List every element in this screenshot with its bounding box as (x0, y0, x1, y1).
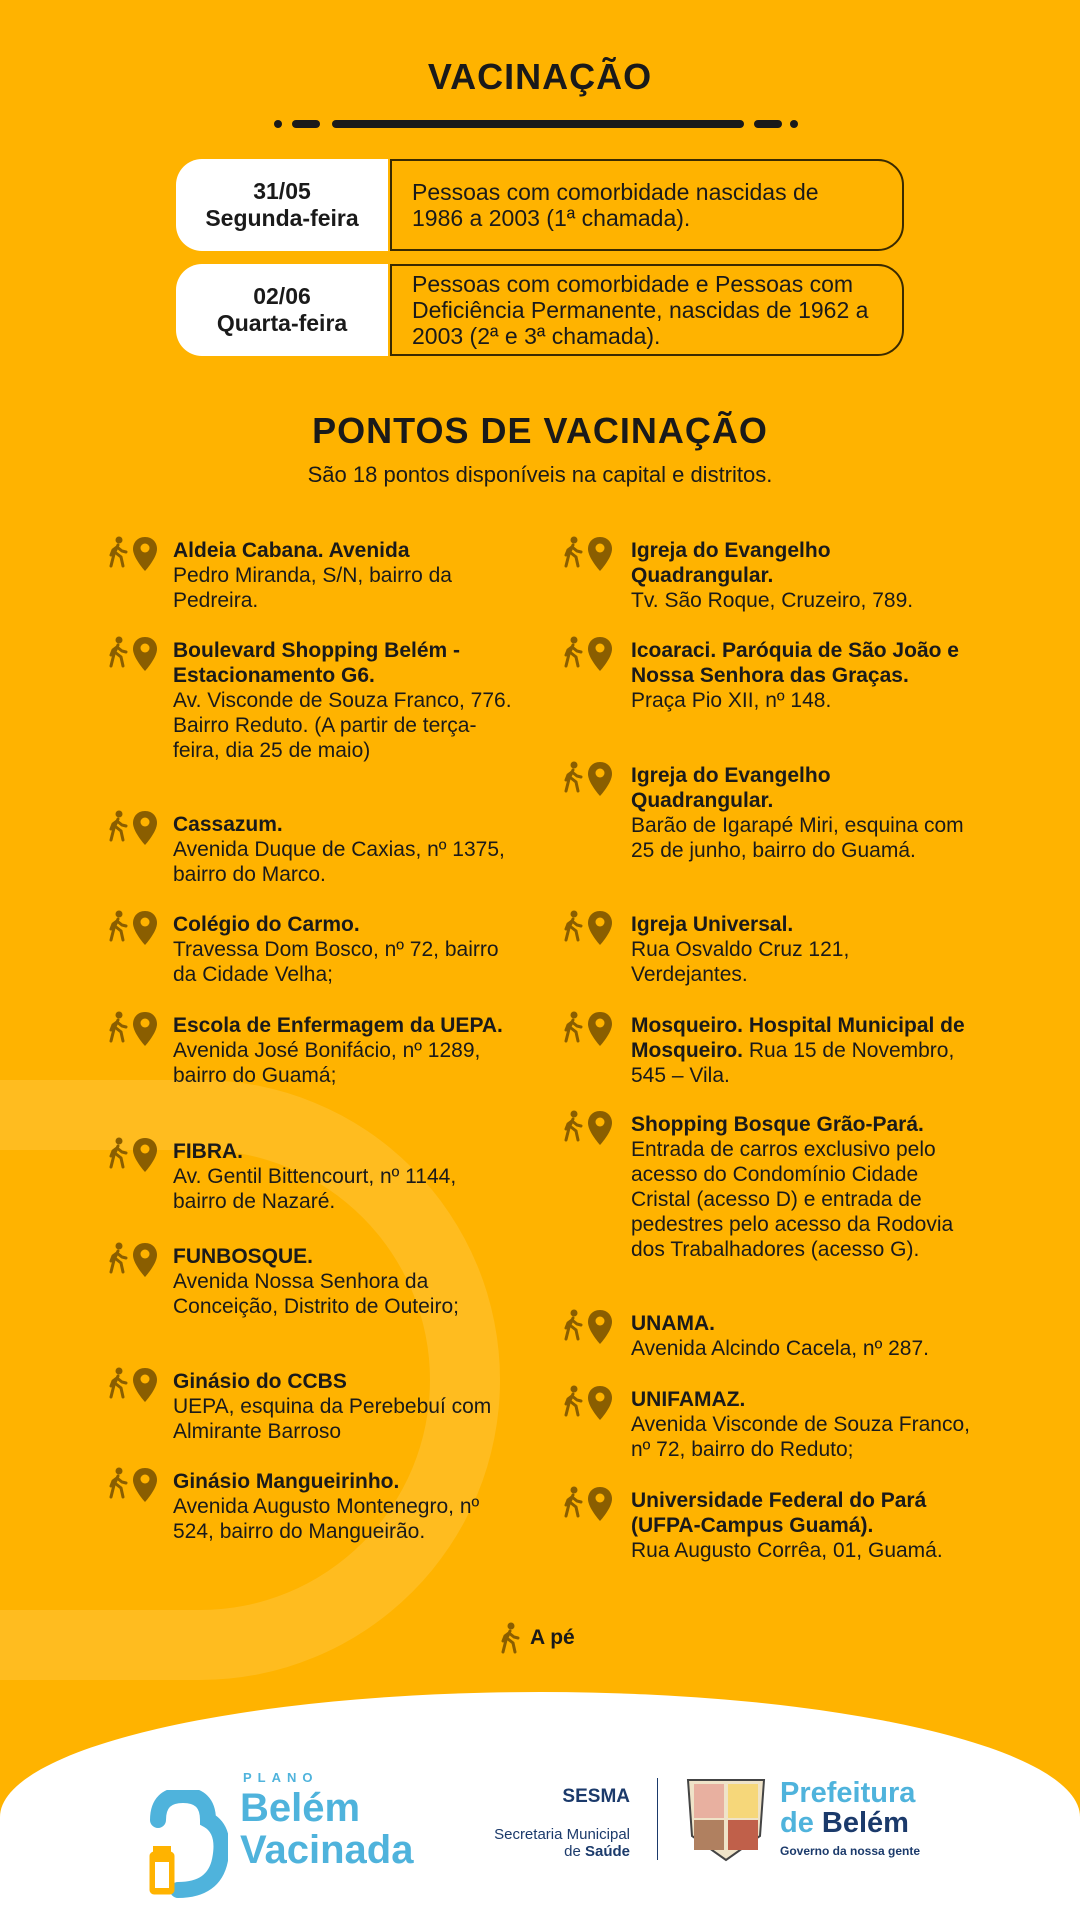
walking-icon (108, 1467, 128, 1499)
schedule-description (390, 159, 904, 251)
point-address: Rua Augusto Corrêa, 01, Guamá. (631, 1539, 943, 1562)
point-icons (563, 1486, 627, 1522)
point-icons (108, 1367, 172, 1403)
vaccination-point (173, 812, 513, 887)
point-address: Avenida Nossa Senhora da Conceição, Distrito de Outeiro; (173, 1270, 459, 1318)
plano-belem-vacinada-logo (148, 1770, 448, 1900)
point-name: Shopping Bosque Grão-Pará. (631, 1113, 924, 1136)
point-address: Avenida Alcindo Cacela, nº 287. (631, 1337, 929, 1360)
vaccination-point (631, 538, 971, 613)
point-name: FUNBOSQUE. (173, 1245, 314, 1268)
point-address: Pedro Miranda, S/N, bairro da Pedreira. (173, 564, 452, 612)
walking-icon (108, 1367, 128, 1399)
point-icons (563, 1011, 627, 1047)
point-name: Ginásio do CCBS (173, 1370, 347, 1393)
point-icons (563, 761, 627, 797)
location-pin-icon (132, 1011, 158, 1047)
sesma-logo (460, 1786, 630, 1860)
walking-icon (108, 636, 128, 668)
vaccination-point (173, 1139, 513, 1214)
point-name: Igreja do Evangelho Quadrangular. (631, 764, 831, 812)
point-icons (563, 536, 627, 572)
vaccination-point (173, 1013, 513, 1088)
point-name: Boulevard Shopping Belém - Estacionamento G6. (173, 639, 461, 687)
point-icons (108, 536, 172, 572)
point-icons (108, 1467, 172, 1503)
point-icons (108, 1011, 172, 1047)
section-subtitle: São 18 pontos disponíveis na capital e distritos. (307, 462, 773, 487)
vaccination-point (631, 1013, 971, 1088)
divider-dot (274, 120, 282, 128)
point-name: UNIFAMAZ. (631, 1388, 746, 1411)
point-name: Escola de Enfermagem da UEPA. (173, 1014, 503, 1037)
walking-icon (500, 1622, 520, 1654)
walking-icon (108, 1242, 128, 1274)
vaccination-point (173, 638, 513, 763)
sesma-de: de (564, 1843, 581, 1860)
point-address: Praça Pio XII, nº 148. (631, 689, 832, 712)
vaccination-point (631, 1311, 971, 1361)
vaccination-point (173, 538, 513, 613)
point-name: Igreja do Evangelho Quadrangular. (631, 539, 831, 587)
point-icons (563, 910, 627, 946)
walking-icon (563, 1011, 583, 1043)
location-pin-icon (587, 1110, 613, 1146)
weekday: Quarta-feira (216, 310, 348, 336)
vaccination-point (631, 763, 971, 863)
location-pin-icon (587, 636, 613, 672)
point-address: Avenida Duque de Caxias, nº 1375, bairro do Marco. (173, 838, 505, 886)
location-pin-icon (132, 536, 158, 572)
weekday: Segunda-feira (205, 205, 359, 231)
vaccination-point (173, 1369, 513, 1444)
brand-belem: Belém (240, 1786, 361, 1830)
point-icons (108, 810, 172, 846)
legend-label: A pé (530, 1626, 575, 1649)
point-address: Av. Visconde de Souza Franco, 776. Bairro Reduto. (A partir de terça-feira, dia 25 de maio) (173, 689, 512, 762)
point-address: Entrada de carros exclusivo pelo acesso do Condomínio Cidade Cristal (acesso D) e entrada de pedestres pelo acesso da Rodovia dos Trabalhadores (acesso G). (631, 1138, 954, 1261)
walking-icon (563, 1486, 583, 1518)
walking-icon (563, 1110, 583, 1142)
point-name: Icoaraci. Paróquia de São João e Nossa Senhora das Graças. (631, 639, 959, 687)
point-name: Igreja Universal. (631, 913, 794, 936)
location-pin-icon (587, 761, 613, 797)
prefeitura-logo (780, 1778, 1060, 1858)
vaccination-point (631, 1112, 971, 1262)
point-icons (563, 1385, 627, 1421)
prefeitura-text: Prefeitura (780, 1777, 916, 1809)
location-pin-icon (132, 636, 158, 672)
walking-icon (108, 536, 128, 568)
point-address: Rua Osvaldo Cruz 121, Verdejantes. (631, 938, 850, 986)
location-pin-icon (587, 536, 613, 572)
walking-icon (563, 761, 583, 793)
point-address: Travessa Dom Bosco, nº 72, bairro da Cidade Velha; (173, 938, 499, 986)
vaccination-point (173, 912, 513, 987)
sesma-line: Secretaria Municipal (494, 1826, 630, 1843)
point-name: Mosqueiro. Hospital Municipal de Mosqueiro. (631, 1014, 965, 1062)
location-pin-icon (132, 1467, 158, 1503)
walking-icon (563, 536, 583, 568)
location-pin-icon (587, 910, 613, 946)
walking-icon (563, 1385, 583, 1417)
point-address: Avenida Visconde de Souza Franco, nº 72, bairro do Reduto; (631, 1413, 970, 1461)
walking-icon (108, 910, 128, 942)
point-address: Avenida Augusto Montenegro, nº 524, bairro do Mangueirão. (173, 1495, 480, 1543)
prefeitura-belem: Belém (821, 1807, 909, 1839)
point-icons (108, 636, 172, 672)
divider-dot (790, 120, 798, 128)
point-icons (108, 910, 172, 946)
vaccination-point (631, 638, 971, 713)
divider (292, 120, 320, 128)
point-address: Avenida José Bonifácio, nº 1289, bairro do Guamá; (173, 1039, 481, 1087)
point-icons (563, 1110, 627, 1146)
point-name: Universidade Federal do Pará (UFPA-Campus Guamá). (631, 1489, 927, 1537)
description: Pessoas com comorbidade nascidas de 1986 a 2003 (1ª chamada). (412, 179, 819, 231)
legend (500, 1622, 575, 1654)
plano-text: PLANO (243, 1770, 319, 1785)
vaccination-point (631, 1488, 971, 1563)
divider (332, 120, 744, 128)
point-icons (108, 1242, 172, 1278)
location-pin-icon (132, 810, 158, 846)
point-name: Colégio do Carmo. (173, 913, 360, 936)
divider (754, 120, 782, 128)
point-address: Av. Gentil Bittencourt, nº 1144, bairro de Nazaré. (173, 1165, 457, 1213)
date: 31/05 (253, 178, 311, 204)
vaccination-point (173, 1469, 513, 1544)
location-pin-icon (587, 1385, 613, 1421)
walking-icon (563, 636, 583, 668)
coat-of-arms-icon (684, 1776, 768, 1862)
point-icons (108, 1137, 172, 1173)
location-pin-icon (132, 1367, 158, 1403)
walking-icon (108, 1011, 128, 1043)
schedule-date (176, 159, 388, 251)
point-address: Barão de Igarapé Miri, esquina com 25 de junho, bairro do Guamá. (631, 814, 964, 862)
location-pin-icon (132, 910, 158, 946)
point-name: UNAMA. (631, 1312, 715, 1335)
section-title: PONTOS DE VACINAÇÃO (312, 410, 768, 451)
vaccination-point (631, 1387, 971, 1462)
vaccination-point (173, 1244, 513, 1319)
brand-vacinada: Vacinada (240, 1828, 414, 1872)
vaccination-point (631, 912, 971, 987)
page-title: VACINAÇÃO (427, 56, 653, 97)
point-address: UEPA, esquina da Perebebuí com Almirante Barroso (173, 1395, 492, 1443)
sesma-saude: Saúde (584, 1843, 630, 1860)
walking-icon (108, 810, 128, 842)
prefeitura-de: de (780, 1807, 814, 1839)
location-pin-icon (587, 1486, 613, 1522)
schedule-date (176, 264, 388, 356)
location-pin-icon (587, 1011, 613, 1047)
description: Pessoas com comorbidade e Pessoas com Deficiência Permanente, nascidas de 1962 a 2003 (2ª e 3ª chamada). (412, 271, 869, 349)
walking-icon (563, 1309, 583, 1341)
location-pin-icon (132, 1242, 158, 1278)
date: 02/06 (253, 283, 311, 309)
point-name: Ginásio Mangueirinho. (173, 1470, 400, 1493)
point-address: Rua 15 de Novembro, 545 – Vila. (631, 1039, 955, 1087)
point-name: Aldeia Cabana. Avenida (173, 539, 410, 562)
point-icons (563, 636, 627, 672)
point-icons (563, 1309, 627, 1345)
point-name: FIBRA. (173, 1140, 243, 1163)
schedule-description (390, 264, 904, 356)
location-pin-icon (132, 1137, 158, 1173)
prefeitura-slogan: Governo da nossa gente (780, 1844, 921, 1858)
walking-icon (108, 1137, 128, 1169)
point-name: Cassazum. (173, 813, 283, 836)
point-address: Tv. São Roque, Cruzeiro, 789. (631, 589, 914, 612)
sesma-title: SESMA (562, 1786, 630, 1807)
footer-separator (657, 1778, 658, 1860)
location-pin-icon (587, 1309, 613, 1345)
walking-icon (563, 910, 583, 942)
